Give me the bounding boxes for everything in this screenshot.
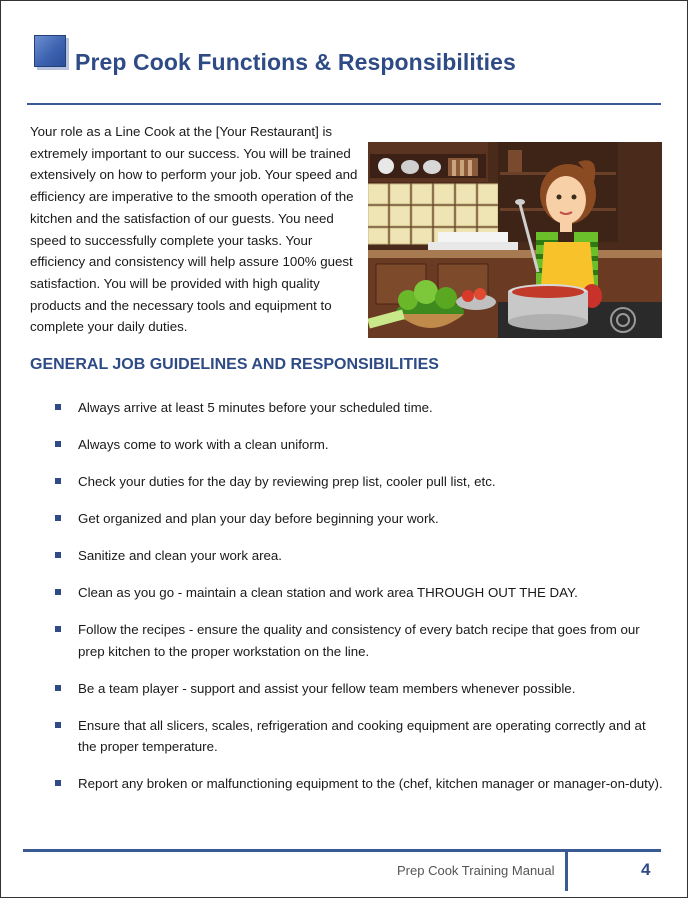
list-item-text: Clean as you go - maintain a clean station and work area THROUGH OUT THE DAY. (78, 585, 578, 600)
list-item (53, 582, 663, 604)
list-item-text: Follow the recipes - ensure the quality and consistency of every batch recipe that goes from our prep kitchen to the proper workstation on the line. (78, 622, 640, 659)
square-bullet-icon (55, 515, 61, 521)
list-item (53, 471, 663, 493)
list-item (53, 397, 663, 419)
footer-manual-title: Prep Cook Training Manual (397, 863, 555, 878)
square-bullet-icon (55, 780, 61, 786)
page-title: Prep Cook Functions & Responsibilities (75, 49, 516, 75)
square-bullet-icon (55, 404, 61, 410)
title-square-icon (34, 35, 66, 67)
square-bullet-icon (55, 626, 61, 632)
square-bullet-icon (55, 589, 61, 595)
guidelines-list (53, 397, 663, 810)
list-item-text: Sanitize and clean your work area. (78, 548, 282, 563)
list-item (53, 508, 663, 530)
section-heading: GENERAL JOB GUIDELINES AND RESPONSIBILITIES (30, 356, 439, 373)
list-item (53, 773, 663, 795)
square-bullet-icon (55, 478, 61, 484)
cook-in-kitchen-illustration (368, 142, 662, 338)
list-item-text: Ensure that all slicers, scales, refrigeration and cooking equipment are operating correctly and at the proper temperature. (78, 717, 646, 754)
list-item-text: Always come to work with a clean uniform. (78, 437, 329, 452)
list-item-text: Check your duties for the day by reviewing prep list, cooler pull list, etc. (78, 474, 496, 489)
page-number: 4 (641, 860, 651, 879)
title-divider (27, 103, 661, 105)
list-item (53, 619, 663, 662)
list-item-text: Get organized and plan your day before beginning your work. (78, 511, 439, 526)
square-bullet-icon (55, 441, 61, 447)
footer-vertical-divider (565, 851, 568, 891)
list-item (53, 678, 663, 700)
list-item-text: Be a team player - support and assist your fellow team members whenever possible. (78, 680, 576, 696)
square-bullet-icon (55, 722, 61, 728)
list-item-text: Always arrive at least 5 minutes before your scheduled time. (78, 400, 433, 415)
intro-paragraph: Your role as a Line Cook at the [Your Restaurant] is extremely important to our success. You will be trained extensively on how to perform your job. Your speed and efficiency are imperative to the smooth operation of the kitchen and the satisfaction of our guests. You need speed to successfully complete your tasks. Your efficiency and consistency will help assure 100% guest satisfaction. You will be provided with high quality products and the necessary tools and equipment to complete your daily duties. (30, 124, 358, 335)
list-item (53, 715, 663, 758)
list-item (53, 545, 663, 567)
list-item-text: Report any broken or malfunctioning equipment to the (chef, kitchen manager or manager-on-duty). (78, 776, 663, 791)
square-bullet-icon (55, 685, 61, 691)
list-item (53, 434, 663, 456)
square-bullet-icon (55, 552, 61, 558)
